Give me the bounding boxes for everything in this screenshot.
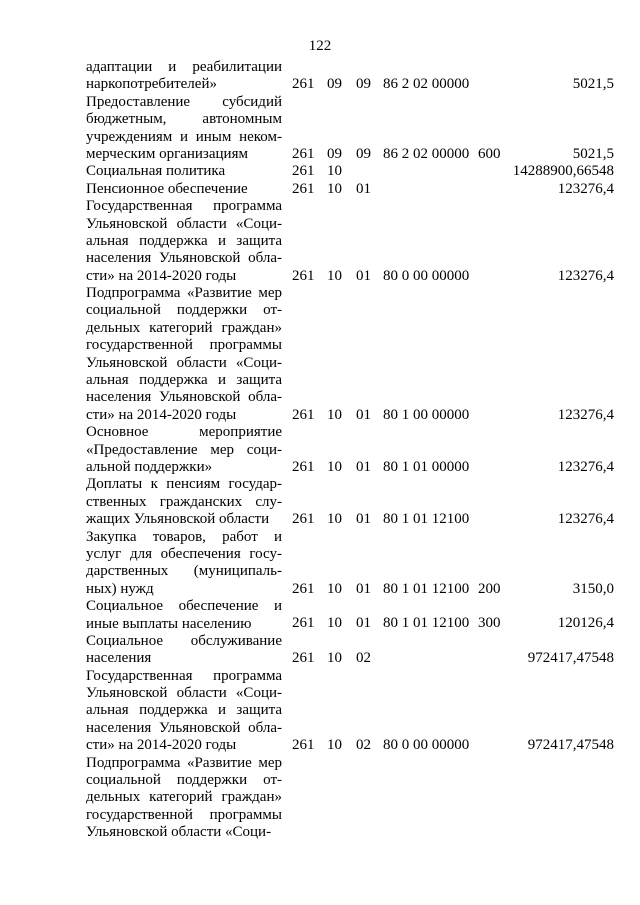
description-line: дельных категорий граждан» — [86, 319, 282, 336]
description-line: государственной программы — [86, 806, 282, 823]
description-line: Основное мероприятие — [86, 424, 282, 441]
amount: 5021,5 — [572, 145, 614, 162]
department-code: 261 — [292, 580, 315, 597]
description-line: Социальное обслуживание — [86, 632, 282, 649]
description-line: дельных категорий граждан» — [86, 789, 282, 806]
section-code: 10 — [327, 650, 342, 667]
section-code: 10 — [327, 580, 342, 597]
description-line: Государственная программа — [86, 198, 282, 215]
description-line: Закупка товаров, работ и — [86, 528, 282, 545]
row-description — [86, 163, 282, 180]
amount: 3150,0 — [572, 580, 614, 597]
section-code: 10 — [327, 267, 342, 284]
description-line: наркопотребителей» — [86, 76, 217, 93]
row-description — [86, 633, 282, 668]
description-line: Подпрограмма «Развитие мер — [86, 285, 282, 302]
department-code: 261 — [292, 511, 315, 528]
subsection-code: 09 — [356, 145, 371, 162]
description-line: Социальная политика — [86, 163, 226, 180]
target-article-code: 80 1 01 12100 — [383, 580, 470, 597]
expense-type-code: 300 — [478, 615, 501, 632]
description-line: дарственных (муниципаль- — [86, 563, 282, 580]
subsection-code: 01 — [356, 615, 371, 632]
table-row — [0, 668, 640, 755]
table-row — [0, 755, 640, 842]
section-code: 10 — [327, 737, 342, 754]
description-line: Ульяновской области «Соци- — [86, 824, 272, 841]
department-code: 261 — [292, 267, 315, 284]
table-row — [0, 424, 640, 476]
row-description — [86, 181, 282, 198]
description-line: Подпрограмма «Развитие мер — [86, 754, 282, 771]
department-code: 261 — [292, 145, 315, 162]
amount: 123276,4 — [557, 267, 614, 284]
description-line: сти» на 2014-2020 годы — [86, 406, 237, 423]
row-description — [86, 59, 282, 94]
subsection-code: 01 — [356, 406, 371, 423]
department-code: 261 — [292, 163, 315, 180]
amount: 120126,4 — [557, 615, 614, 632]
description-line: Социальное обеспечение и — [86, 598, 282, 615]
target-article-code: 80 1 01 12100 — [383, 615, 470, 632]
subsection-code: 01 — [356, 580, 371, 597]
department-code: 261 — [292, 615, 315, 632]
amount: 972417,47548 — [527, 650, 614, 667]
table-row — [0, 598, 640, 633]
row-description — [86, 755, 282, 842]
target-article-code: 80 0 00 00000 — [383, 737, 470, 754]
description-line: альная поддержка и защита — [86, 372, 282, 389]
description-line: мерческим организациям — [86, 145, 248, 162]
description-line: населения — [86, 650, 152, 667]
section-code: 09 — [327, 145, 342, 162]
budget-table — [0, 59, 640, 842]
target-article-code: 80 1 01 12100 — [383, 511, 470, 528]
table-row — [0, 476, 640, 528]
table-row — [0, 94, 640, 164]
department-code: 261 — [292, 180, 315, 197]
table-row — [0, 529, 640, 599]
description-line: Ульяновской области «Соци- — [86, 354, 282, 371]
subsection-code: 01 — [356, 267, 371, 284]
subsection-code: 01 — [356, 180, 371, 197]
description-line: Предоставление субсидий — [86, 93, 282, 110]
amount: 14288900,66548 — [512, 163, 614, 180]
table-row — [0, 163, 640, 180]
department-code: 261 — [292, 458, 315, 475]
description-line: «Предоставление мер соци- — [86, 441, 282, 458]
description-line: альная поддержка и защита — [86, 702, 282, 719]
description-line: альной поддержки» — [86, 458, 213, 475]
subsection-code: 02 — [356, 650, 371, 667]
row-description — [86, 285, 282, 424]
description-line: ных) нужд — [86, 580, 154, 597]
description-line: ственных гражданских слу- — [86, 493, 282, 510]
description-line: населения Ульяновской обла- — [86, 250, 282, 267]
amount: 972417,47548 — [527, 737, 614, 754]
table-row — [0, 181, 640, 198]
target-article-code: 80 0 00 00000 — [383, 267, 470, 284]
target-article-code: 86 2 02 00000 — [383, 76, 470, 93]
subsection-code: 01 — [356, 511, 371, 528]
description-line: Государственная программа — [86, 667, 282, 684]
description-line: сти» на 2014-2020 годы — [86, 737, 237, 754]
amount: 123276,4 — [557, 458, 614, 475]
description-line: учреждениям и иным неком- — [86, 128, 282, 145]
section-code: 10 — [327, 615, 342, 632]
section-code: 09 — [327, 76, 342, 93]
description-line: Доплаты к пенсиям государ- — [86, 476, 282, 493]
target-article-code: 80 1 00 00000 — [383, 406, 470, 423]
subsection-code: 02 — [356, 737, 371, 754]
description-line: Ульяновской области «Соци- — [86, 685, 282, 702]
table-row — [0, 198, 640, 285]
amount: 123276,4 — [557, 511, 614, 528]
row-description — [86, 529, 282, 599]
description-line: населения Ульяновской обла- — [86, 389, 282, 406]
row-description — [86, 94, 282, 164]
page-number: 122 — [308, 38, 332, 54]
section-code: 10 — [327, 406, 342, 423]
description-line: социальной поддержки от- — [86, 772, 282, 789]
department-code: 261 — [292, 406, 315, 423]
row-description — [86, 668, 282, 755]
amount: 123276,4 — [557, 406, 614, 423]
department-code: 261 — [292, 650, 315, 667]
section-code: 10 — [327, 458, 342, 475]
row-description — [86, 476, 282, 528]
target-article-code: 86 2 02 00000 — [383, 145, 470, 162]
row-description — [86, 598, 282, 633]
subsection-code: 09 — [356, 76, 371, 93]
description-line: услуг для обеспечения госу- — [86, 545, 282, 562]
description-line: бюджетным, автономным — [86, 111, 282, 128]
description-line: жащих Ульяновской области — [86, 511, 270, 528]
row-description — [86, 198, 282, 285]
table-row — [0, 633, 640, 668]
section-code: 10 — [327, 180, 342, 197]
description-line: иные выплаты населению — [86, 615, 252, 632]
description-line: государственной программы — [86, 337, 282, 354]
table-row — [0, 59, 640, 94]
target-article-code: 80 1 01 00000 — [383, 458, 470, 475]
section-code: 10 — [327, 511, 342, 528]
subsection-code: 01 — [356, 458, 371, 475]
department-code: 261 — [292, 76, 315, 93]
description-line: адаптации и реабилитации — [86, 59, 282, 75]
row-description — [86, 424, 282, 476]
description-line: альная поддержка и защита — [86, 232, 282, 249]
description-line: Ульяновской области «Соци- — [86, 215, 282, 232]
amount: 5021,5 — [572, 76, 614, 93]
description-line: сти» на 2014-2020 годы — [86, 267, 237, 284]
description-line: населения Ульяновской обла- — [86, 719, 282, 736]
section-code: 10 — [327, 163, 342, 180]
amount: 123276,4 — [557, 180, 614, 197]
department-code: 261 — [292, 737, 315, 754]
description-line: Пенсионное обеспечение — [86, 180, 248, 197]
expense-type-code: 600 — [478, 145, 501, 162]
description-line: социальной поддержки от- — [86, 302, 282, 319]
table-row — [0, 285, 640, 424]
expense-type-code: 200 — [478, 580, 501, 597]
